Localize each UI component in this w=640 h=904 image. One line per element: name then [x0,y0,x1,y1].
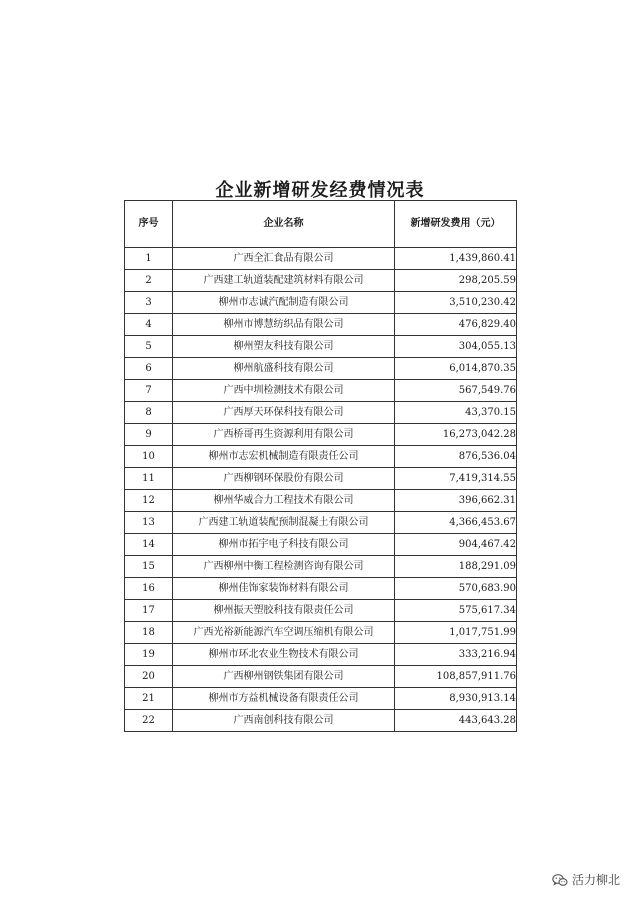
row-index: 20 [125,666,173,688]
row-amount: 476,829.40 [395,314,517,336]
row-company-name: 柳州振天塑胶科技有限责任公司 [173,600,395,622]
row-amount: 1,017,751.99 [395,622,517,644]
table-row [125,380,517,402]
wechat-icon [552,873,568,887]
watermark [552,871,620,888]
table-row [125,710,517,732]
row-company-name: 广西建工轨道装配建筑材料有限公司 [173,270,395,292]
watermark-text: 活力柳北 [571,873,620,887]
row-amount: 1,439,860.41 [395,248,517,270]
row-amount: 333,216.94 [395,644,517,666]
row-amount: 304,055.13 [395,336,517,358]
row-company-name: 广西柳钢环保股份有限公司 [173,468,395,490]
row-index: 13 [125,512,173,534]
table-row [125,490,517,512]
row-index: 2 [125,270,173,292]
row-company-name: 广西厚天环保科技有限公司 [173,402,395,424]
row-company-name: 广西全汇食品有限公司 [173,248,395,270]
table-row [125,600,517,622]
row-company-name: 柳州市环北农业生物技术有限公司 [173,644,395,666]
table-row [125,688,517,710]
row-amount: 3,510,230.42 [395,292,517,314]
row-index: 19 [125,644,173,666]
row-amount: 7,419,314.55 [395,468,517,490]
row-index: 15 [125,556,173,578]
row-company-name: 柳州市博慧纺织品有限公司 [173,314,395,336]
table-row [125,358,517,380]
table-row [125,336,517,358]
row-company-name: 广西南创科技有限公司 [173,710,395,732]
table-row [125,270,517,292]
row-index: 1 [125,248,173,270]
table-row [125,292,517,314]
table-row [125,622,517,644]
row-amount: 575,617.34 [395,600,517,622]
row-index: 14 [125,534,173,556]
row-company-name: 柳州华威合力工程技术有限公司 [173,490,395,512]
row-amount: 188,291.09 [395,556,517,578]
row-index: 11 [125,468,173,490]
table-row [125,402,517,424]
row-company-name: 广西桥哥再生资源利用有限公司 [173,424,395,446]
table-row [125,314,517,336]
table-row [125,248,517,270]
row-index: 16 [125,578,173,600]
row-amount: 16,273,042.28 [395,424,517,446]
rd-expense-table [124,200,517,732]
row-company-name: 广西柳州中衡工程检测咨询有限公司 [173,556,395,578]
row-index: 9 [125,424,173,446]
row-company-name: 柳州市志诚汽配制造有限公司 [173,292,395,314]
table-row [125,512,517,534]
row-index: 6 [125,358,173,380]
row-amount: 8,930,913.14 [395,688,517,710]
row-company-name: 广西光裕新能源汽车空调压缩机有限公司 [173,622,395,644]
row-company-name: 柳州市拓宇电子科技有限公司 [173,534,395,556]
row-company-name: 柳州佳饰家装饰材料有限公司 [173,578,395,600]
table-row [125,446,517,468]
row-company-name: 广西中圳检测技术有限公司 [173,380,395,402]
row-index: 12 [125,490,173,512]
row-index: 18 [125,622,173,644]
row-amount: 904,467.42 [395,534,517,556]
row-company-name: 柳州航盛科技有限公司 [173,358,395,380]
row-company-name: 柳州市志宏机械制造有限责任公司 [173,446,395,468]
row-index: 22 [125,710,173,732]
table-body [125,248,517,732]
header-index: 序号 [125,201,173,248]
row-index: 21 [125,688,173,710]
row-index: 17 [125,600,173,622]
row-index: 3 [125,292,173,314]
table-row [125,666,517,688]
row-index: 7 [125,380,173,402]
table-row [125,556,517,578]
row-amount: 876,536.04 [395,446,517,468]
row-amount: 4,366,453.67 [395,512,517,534]
row-amount: 298,205.59 [395,270,517,292]
row-amount: 443,643.28 [395,710,517,732]
row-company-name: 广西建工轨道装配预制混凝土有限公司 [173,512,395,534]
table-row [125,468,517,490]
row-company-name: 柳州市方益机械设备有限责任公司 [173,688,395,710]
table-row [125,534,517,556]
row-index: 10 [125,446,173,468]
row-company-name: 广西柳州钢铁集团有限公司 [173,666,395,688]
header-name: 企业名称 [173,201,395,248]
row-index: 8 [125,402,173,424]
header-row [125,201,517,248]
header-amount: 新增研发费用（元） [395,201,517,248]
row-amount: 6,014,870.35 [395,358,517,380]
row-amount: 567,549.76 [395,380,517,402]
table-row [125,424,517,446]
page-title: 企业新增研发经费情况表 [215,180,425,201]
table-header [125,201,517,248]
row-amount: 108,857,911.76 [395,666,517,688]
row-amount: 396,662.31 [395,490,517,512]
table-row [125,578,517,600]
row-amount: 570,683.90 [395,578,517,600]
row-index: 5 [125,336,173,358]
row-company-name: 柳州塑友科技有限公司 [173,336,395,358]
row-index: 4 [125,314,173,336]
row-amount: 43,370.15 [395,402,517,424]
table-row [125,644,517,666]
